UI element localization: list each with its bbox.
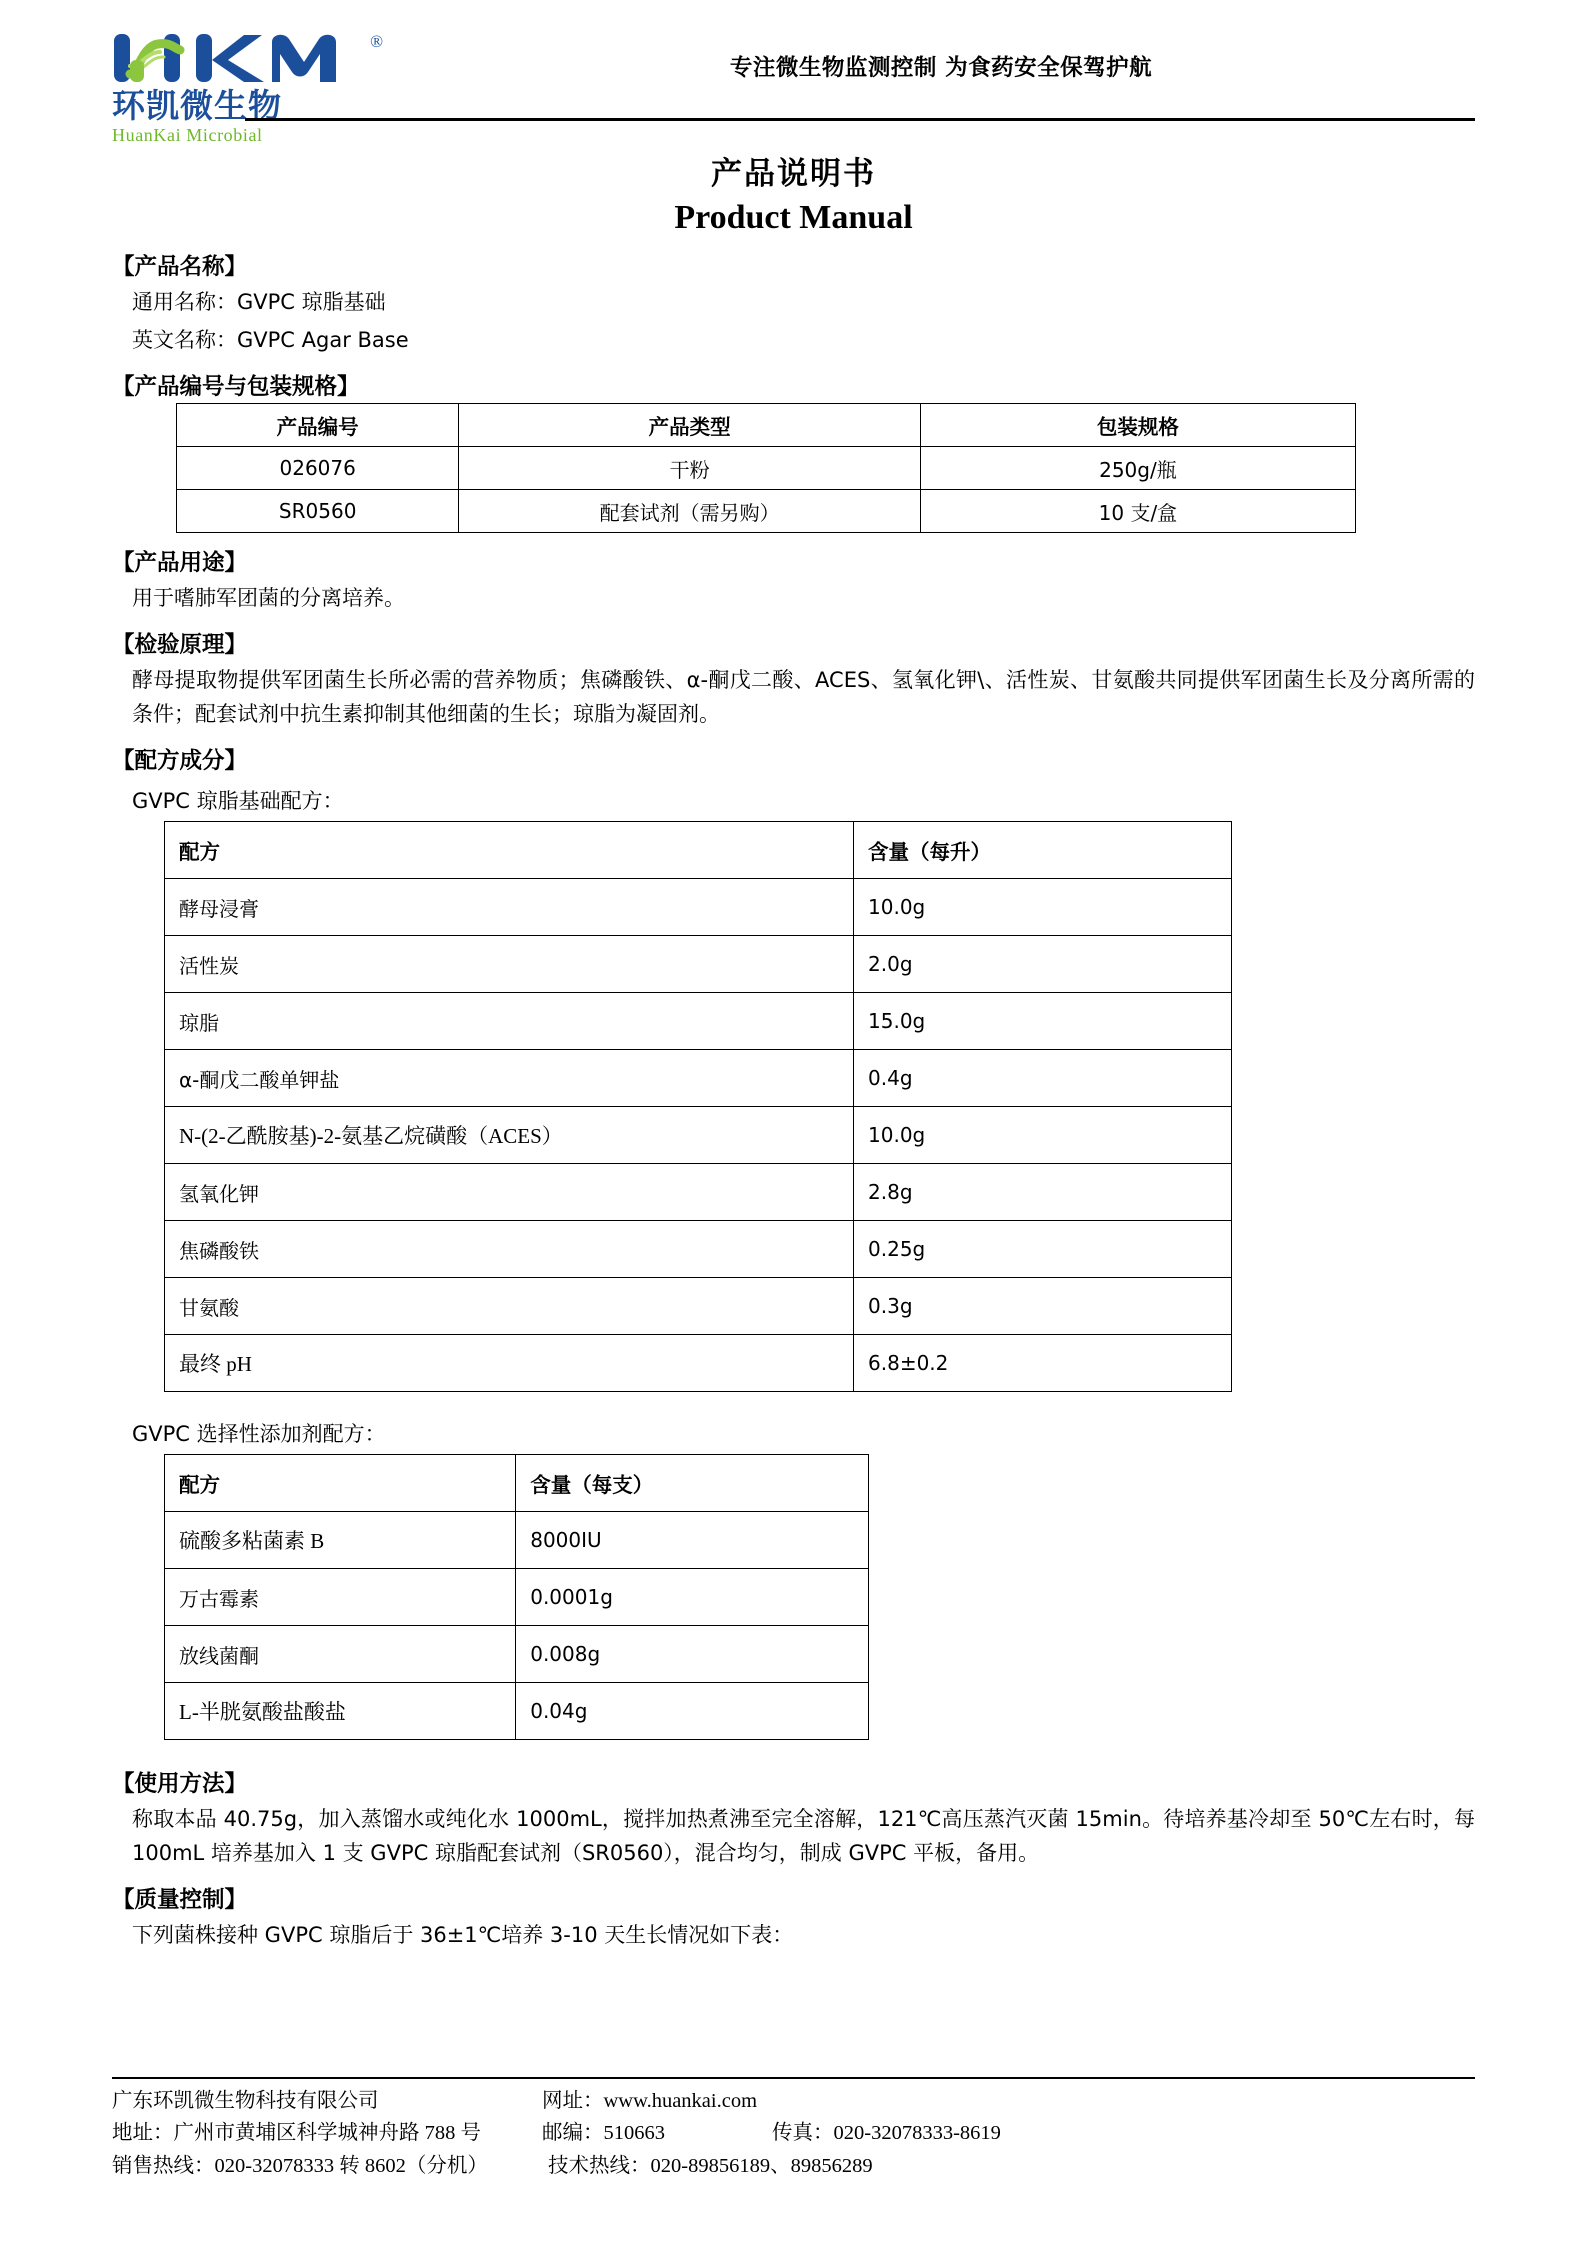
supp-col-amount: 含量（每支） xyxy=(516,1455,869,1512)
table-header-row xyxy=(165,822,1232,879)
spec-cell-package: 10 支/盒 xyxy=(920,490,1355,533)
hkm-logo-icon xyxy=(112,30,383,86)
base-cell-amount: 0.4g xyxy=(854,1050,1232,1107)
base-formula-table xyxy=(164,821,1232,1392)
table-row xyxy=(165,1569,869,1626)
table-row xyxy=(165,1512,869,1569)
base-cell-component: 最终 pH xyxy=(165,1335,854,1392)
supplement-formula-table xyxy=(164,1454,869,1740)
section-heading-quality: 【质量控制】 xyxy=(112,1887,248,1914)
header-divider xyxy=(245,118,1475,121)
header-tagline-area xyxy=(397,22,1475,82)
supp-cell-amount: 0.04g xyxy=(516,1683,869,1740)
footer-company-name: 广东环凯微生物科技有限公司 xyxy=(112,2089,379,2112)
section-heading-product-name: 【产品名称】 xyxy=(112,254,248,280)
supp-cell-amount: 8000IU xyxy=(516,1512,869,1569)
spec-col-product-code: 产品编号 xyxy=(177,404,459,447)
base-cell-amount: 10.0g xyxy=(854,1107,1232,1164)
document-body xyxy=(0,249,1587,1952)
spec-cell-package: 250g/瓶 xyxy=(920,447,1355,490)
footer-tech-hotline: 技术热线：020-89856189、89856289 xyxy=(548,2155,873,2178)
supp-cell-component: 硫酸多粘菌素 B xyxy=(165,1512,516,1569)
base-cell-component: 焦磷酸铁 xyxy=(165,1221,854,1278)
footer-sales-hotline: 销售热线：020-32078333 转 8602（分机） xyxy=(112,2155,488,2178)
spec-col-product-type: 产品类型 xyxy=(459,404,920,447)
spec-cell-code: SR0560 xyxy=(177,490,459,533)
base-cell-amount: 10.0g xyxy=(854,879,1232,936)
table-row xyxy=(165,1107,1232,1164)
page-title-english: Product Manual xyxy=(674,199,913,236)
logo-english-name: HuanKai Microbial xyxy=(112,124,263,145)
supp-cell-amount: 0.0001g xyxy=(516,1569,869,1626)
section-heading-method: 【使用方法】 xyxy=(112,1771,248,1798)
table-row xyxy=(165,879,1232,936)
company-tagline: 专注微生物监测控制 为食药安全保驾护航 xyxy=(729,55,1153,81)
principle-text: 酵母提取物提供军团菌生长所必需的营养物质；焦磷酸铁、α-酮戊二酸、ACES、氢氧化钾\、活性炭、甘氨酸共同提供军团菌生长及分离所需的条件；配套试剂中抗生素抑制其他细菌的生长；琼脂为凝固剂。 xyxy=(132,668,1475,727)
table-row xyxy=(177,447,1356,490)
spec-cell-type: 干粉 xyxy=(459,447,920,490)
base-cell-component: α-酮戊二酸单钾盐 xyxy=(165,1050,854,1107)
footer-postcode: 邮编：510663 xyxy=(542,2122,665,2145)
page-title-chinese: 产品说明书 xyxy=(711,156,876,192)
base-formula-caption: GVPC 琼脂基础配方： xyxy=(132,789,344,814)
base-cell-component: 活性炭 xyxy=(165,936,854,993)
footer-fax: 传真：020-32078333-8619 xyxy=(772,2122,1001,2145)
supp-cell-component: 放线菌酮 xyxy=(165,1626,516,1683)
table-row xyxy=(165,1683,869,1740)
table-row xyxy=(165,1164,1232,1221)
footer-line-1 xyxy=(112,2085,1475,2118)
table-row xyxy=(165,1626,869,1683)
table-row xyxy=(165,936,1232,993)
generic-name-line: 通用名称：GVPC 琼脂基础 xyxy=(132,290,386,314)
table-row xyxy=(165,1335,1232,1392)
base-cell-component: 甘氨酸 xyxy=(165,1278,854,1335)
method-text: 称取本品 40.75g，加入蒸馏水或纯化水 1000mL，搅拌加热煮沸至完全溶解，121℃高压蒸汽灭菌 15min。待培养基冷却至 50℃左右时，每 100mL 培养基加入 1 支 GVPC 琼脂配套试剂（SR0560），混合均匀，制成 GVPC 平板，备用。 xyxy=(132,1807,1475,1866)
footer-contact-block xyxy=(112,2079,1475,2183)
footer-line-3 xyxy=(112,2150,1475,2183)
spec-cell-type: 配套试剂（需另购） xyxy=(459,490,920,533)
supp-cell-amount: 0.008g xyxy=(516,1626,869,1683)
registered-trademark-icon: ® xyxy=(370,32,383,51)
footer-website: 网址：www.huankai.com xyxy=(542,2089,758,2112)
company-logo xyxy=(112,30,397,147)
section-heading-formula: 【配方成分】 xyxy=(112,748,248,775)
supp-cell-component: 万古霉素 xyxy=(165,1569,516,1626)
english-name-line: 英文名称：GVPC Agar Base xyxy=(132,328,409,353)
base-cell-amount: 0.3g xyxy=(854,1278,1232,1335)
base-cell-component: 琼脂 xyxy=(165,993,854,1050)
page-footer xyxy=(112,2077,1475,2183)
table-header-row xyxy=(177,404,1356,447)
table-row xyxy=(165,1221,1232,1278)
logo-chinese-name: 环凯微生物 xyxy=(112,86,282,125)
supp-col-component: 配方 xyxy=(165,1455,516,1512)
base-cell-amount: 15.0g xyxy=(854,993,1232,1050)
base-cell-component: N-(2-乙酰胺基)-2-氨基乙烷磺酸（ACES） xyxy=(165,1107,854,1164)
supplement-formula-caption: GVPC 选择性添加剂配方： xyxy=(132,1422,386,1447)
base-col-amount: 含量（每升） xyxy=(854,822,1232,879)
table-row xyxy=(165,1050,1232,1107)
base-cell-amount: 0.25g xyxy=(854,1221,1232,1278)
base-cell-component: 酵母浸膏 xyxy=(165,879,854,936)
footer-line-2 xyxy=(112,2117,1475,2150)
base-col-component: 配方 xyxy=(165,822,854,879)
section-heading-spec: 【产品编号与包装规格】 xyxy=(112,374,360,401)
footer-address: 地址：广州市黄埔区科学城神舟路 788 号 xyxy=(112,2122,481,2145)
table-row xyxy=(165,993,1232,1050)
spec-cell-code: 026076 xyxy=(177,447,459,490)
page-header xyxy=(0,0,1587,145)
base-cell-component: 氢氧化钾 xyxy=(165,1164,854,1221)
usage-text: 用于嗜肺军团菌的分离培养。 xyxy=(132,586,405,611)
base-cell-amount: 2.8g xyxy=(854,1164,1232,1221)
spec-table xyxy=(176,403,1356,533)
supp-cell-component: L-半胱氨酸盐酸盐 xyxy=(165,1683,516,1740)
quality-text: 下列菌株接种 GVPC 琼脂后于 36±1℃培养 3-10 天生长情况如下表： xyxy=(132,1923,794,1948)
base-cell-amount: 6.8±0.2 xyxy=(854,1335,1232,1392)
spec-col-package: 包装规格 xyxy=(920,404,1355,447)
table-row xyxy=(177,490,1356,533)
table-row xyxy=(165,1278,1232,1335)
table-header-row xyxy=(165,1455,869,1512)
section-heading-principle: 【检验原理】 xyxy=(112,632,248,659)
base-cell-amount: 2.0g xyxy=(854,936,1232,993)
section-heading-usage: 【产品用途】 xyxy=(112,550,248,577)
